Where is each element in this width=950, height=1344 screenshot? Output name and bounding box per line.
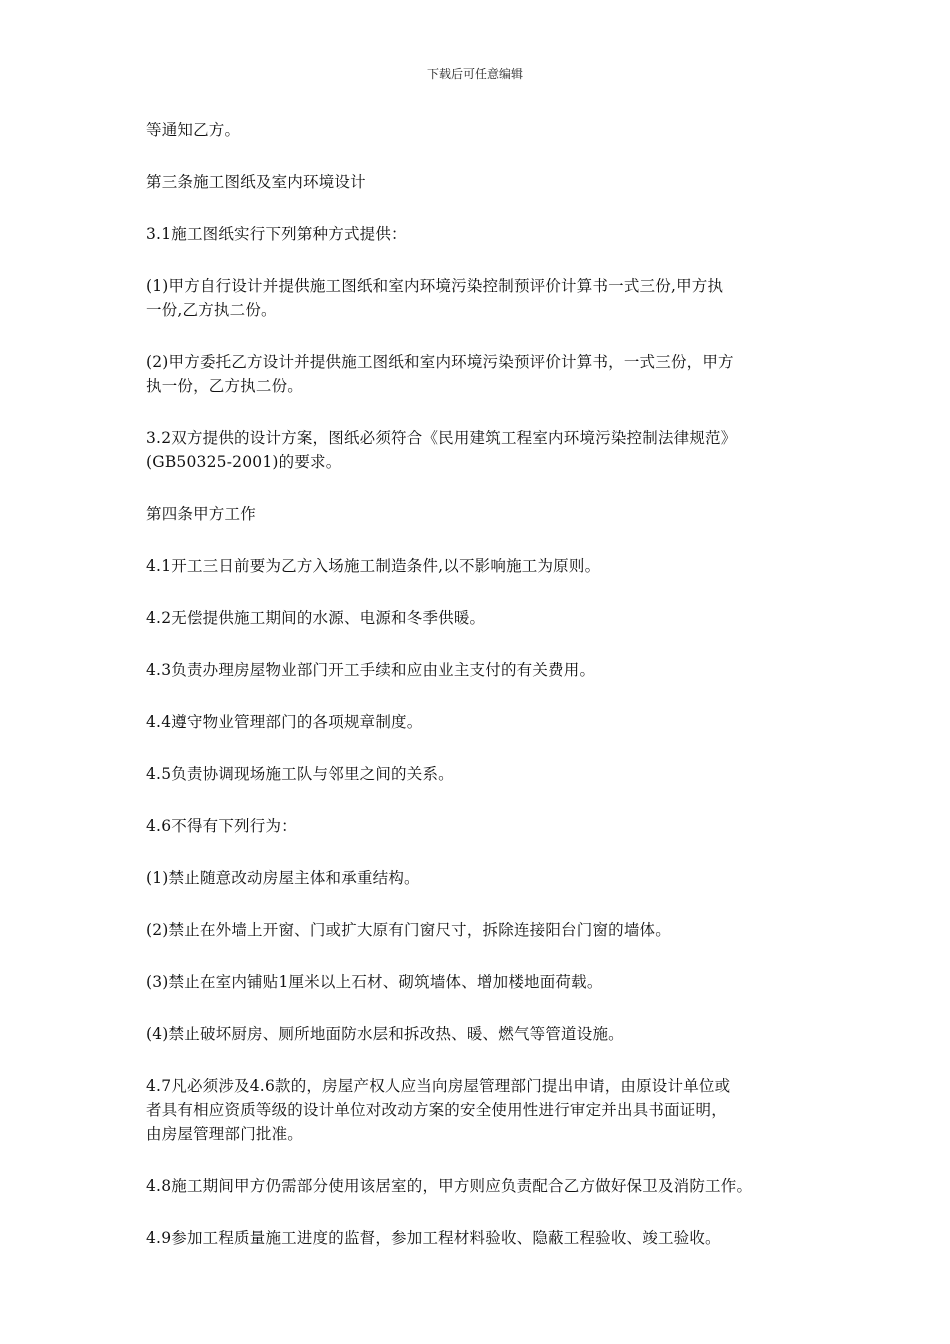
paragraph-line: 由房屋管理部门批准。 [146, 1125, 304, 1143]
paragraph [146, 814, 826, 838]
paragraph [146, 1074, 826, 1146]
paragraph-line: 第三条施工图纸及室内环境设计 [146, 173, 366, 191]
paragraph [146, 918, 826, 942]
paragraph [146, 866, 826, 890]
paragraph-line: 4.8施工期间甲方仍需部分使用该居室的，甲方则应负责配合乙方做好保卫及消防工作。 [146, 1177, 753, 1195]
paragraph-line: 3.2双方提供的设计方案，图纸必须符合《民用建筑工程室内环境污染控制法律规范》 [146, 429, 737, 447]
paragraph [146, 970, 826, 994]
paragraph [146, 554, 826, 578]
paragraph [146, 274, 826, 322]
paragraph-line: 4.2无偿提供施工期间的水源、电源和冬季供暖。 [146, 609, 486, 627]
paragraph-line: 4.9参加工程质量施工进度的监督，参加工程材料验收、隐蔽工程验收、竣工验收。 [146, 1229, 721, 1247]
page-header: 下载后可任意编辑 [426, 67, 523, 81]
document-body [146, 118, 826, 1278]
paragraph-line: (1)禁止随意改动房屋主体和承重结构。 [146, 869, 420, 887]
paragraph-line: 4.6不得有下列行为： [146, 817, 297, 835]
paragraph-line: (1)甲方自行设计并提供施工图纸和室内环境污染控制预评价计算书一式三份,甲方执 [146, 277, 724, 295]
paragraph [146, 762, 826, 786]
paragraph-line: 4.3负责办理房屋物业部门开工手续和应由业主支付的有关费用。 [146, 661, 596, 679]
paragraph-line: 一份,乙方执二份。 [146, 301, 277, 319]
paragraph [146, 118, 826, 142]
paragraph-line: (3)禁止在室内铺贴1厘米以上石材、砌筑墙体、增加楼地面荷载。 [146, 973, 603, 991]
paragraph-line: 3.1施工图纸实行下列第种方式提供： [146, 225, 407, 243]
paragraph [146, 502, 826, 526]
paragraph-line: 4.1开工三日前要为乙方入场施工制造条件,以不影响施工为原则。 [146, 557, 601, 575]
paragraph [146, 1174, 826, 1198]
paragraph-line: (2)禁止在外墙上开窗、门或扩大原有门窗尺寸，拆除连接阳台门窗的墙体。 [146, 921, 671, 939]
paragraph [146, 170, 826, 194]
paragraph-line: (4)禁止破坏厨房、厕所地面防水层和拆改热、暖、燃气等管道设施。 [146, 1025, 624, 1043]
paragraph-line: 等通知乙方。 [146, 121, 241, 139]
paragraph [146, 606, 826, 630]
paragraph [146, 1022, 826, 1046]
paragraph [146, 222, 826, 246]
paragraph [146, 350, 826, 398]
paragraph [146, 426, 826, 474]
paragraph-line: 者具有相应资质等级的设计单位对改动方案的安全使用性进行审定并出具书面证明， [146, 1101, 727, 1119]
paragraph [146, 1226, 826, 1250]
paragraph [146, 710, 826, 734]
paragraph-line: 第四条甲方工作 [146, 505, 256, 523]
paragraph-line: (2)甲方委托乙方设计并提供施工图纸和室内环境污染预评价计算书，一式三份，甲方 [146, 353, 734, 371]
paragraph-line: 4.7凡必须涉及4.6款的，房屋产权人应当向房屋管理部门提出申请，由原设计单位或 [146, 1077, 731, 1095]
paragraph-line: 4.5负责协调现场施工队与邻里之间的关系。 [146, 765, 454, 783]
paragraph [146, 658, 826, 682]
paragraph-line: 4.4遵守物业管理部门的各项规章制度。 [146, 713, 423, 731]
paragraph-line: 执一份，乙方执二份。 [146, 377, 304, 395]
paragraph-line: (GB50325-2001)的要求。 [146, 453, 342, 471]
